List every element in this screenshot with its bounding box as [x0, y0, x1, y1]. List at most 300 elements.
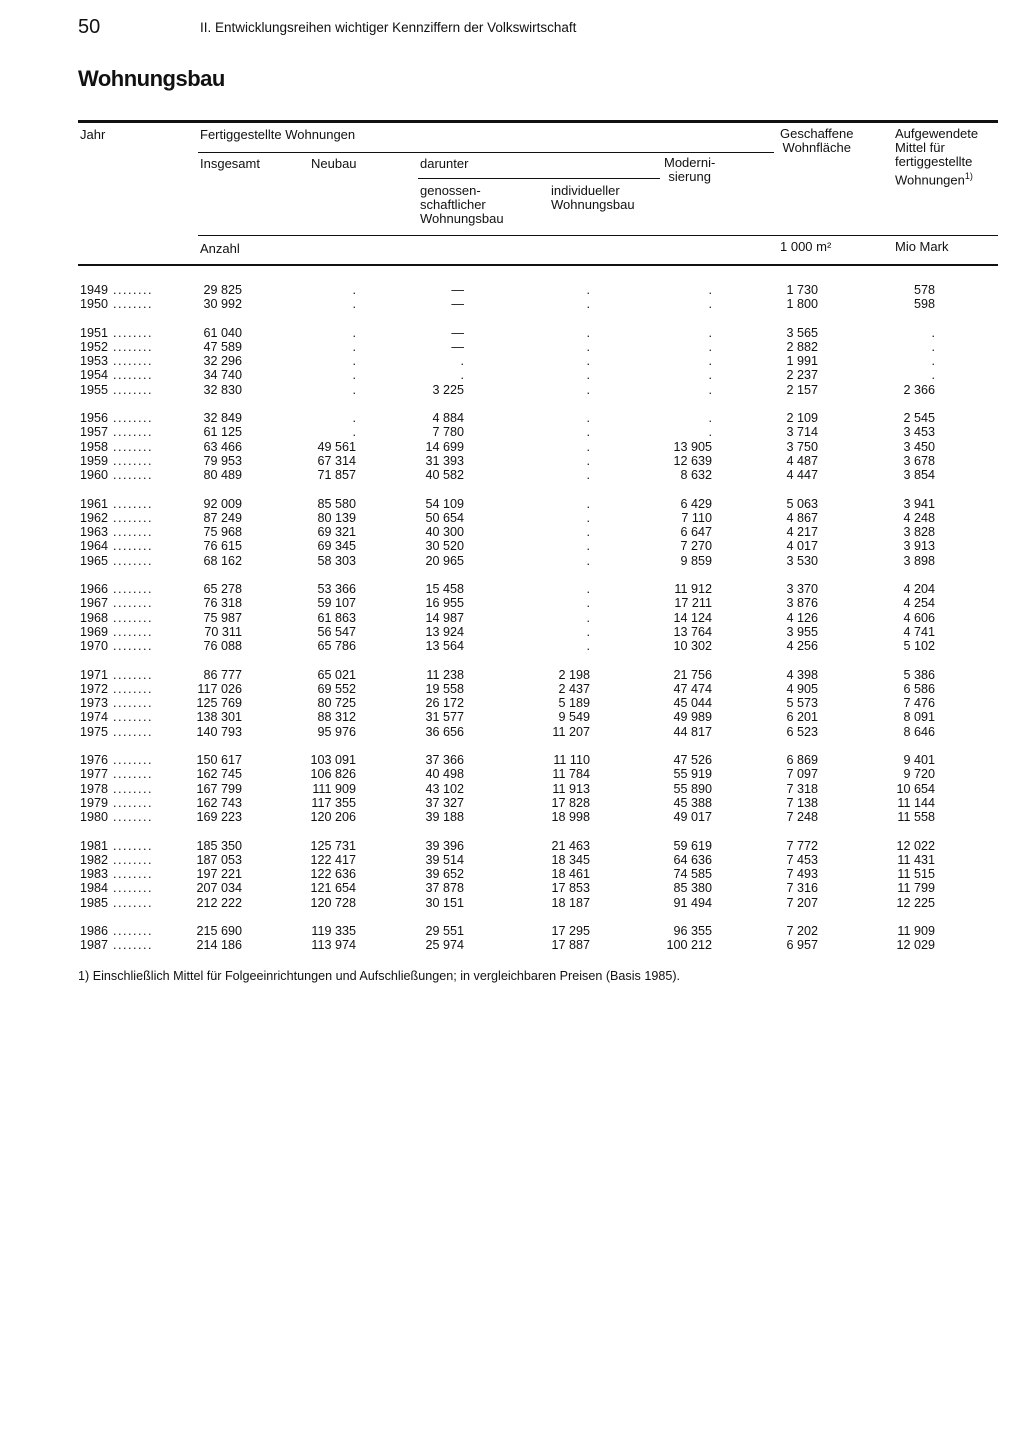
- cell-jahr: [80, 354, 153, 368]
- table-row: [0, 725, 1024, 739]
- cell-wohnflaeche: 4 398: [786, 667, 818, 682]
- page-number: 50: [78, 16, 101, 38]
- cell-genossenschaftlich: 13 564: [425, 639, 464, 654]
- cell-wohnflaeche: 4 217: [786, 525, 818, 540]
- cell-insgesamt: 32 849: [203, 411, 242, 426]
- cell-genossenschaftlich: .: [460, 368, 464, 383]
- cell-modernisierung: .: [708, 325, 712, 340]
- year-label: 1985: [80, 895, 109, 910]
- cell-neubau: .: [352, 339, 356, 354]
- cell-neubau: 121 654: [310, 881, 356, 896]
- cell-modernisierung: 17 211: [674, 596, 712, 611]
- leader-dots: ........: [108, 297, 154, 312]
- cell-jahr: [80, 468, 153, 482]
- cell-individuell: .: [586, 468, 590, 483]
- year-label: 1954: [80, 368, 109, 383]
- cell-insgesamt: 140 793: [196, 724, 242, 739]
- year-label: 1952: [80, 339, 109, 354]
- cell-neubau: 58 303: [317, 553, 356, 568]
- year-label: 1987: [80, 938, 109, 953]
- leader-dots: ........: [108, 724, 154, 739]
- cell-genossenschaftlich: 4 884: [432, 411, 464, 426]
- cell-insgesamt: 87 249: [203, 510, 242, 525]
- cell-mittel: 11 431: [897, 852, 935, 867]
- leader-dots: ........: [108, 325, 154, 340]
- cell-modernisierung: 49 989: [673, 710, 712, 725]
- cell-individuell: 21 463: [551, 838, 590, 853]
- cell-neubau: 65 786: [317, 639, 356, 654]
- cell-modernisierung: 47 474: [673, 681, 712, 696]
- year-label: 1967: [80, 596, 109, 611]
- leader-dots: ........: [108, 767, 154, 782]
- header-jahr: Jahr: [80, 127, 106, 142]
- footnote: 1) Einschließlich Mittel für Folgeeinrichtungen und Aufschließungen; in vergleichbaren Preisen (Basis 1985).: [78, 969, 681, 983]
- year-label: 1971: [80, 667, 109, 682]
- cell-mittel: .: [931, 368, 935, 383]
- cell-mittel: 4 254: [903, 596, 935, 611]
- cell-modernisierung: 45 044: [673, 696, 712, 711]
- unit-anzahl: Anzahl: [200, 241, 240, 256]
- cell-neubau: .: [352, 325, 356, 340]
- leader-dots: ........: [108, 283, 154, 297]
- leader-dots: ........: [108, 339, 154, 354]
- year-label: 1964: [80, 539, 109, 554]
- cell-modernisierung: 59 619: [673, 838, 712, 853]
- cell-genossenschaftlich: 26 172: [425, 696, 464, 711]
- cell-jahr: [80, 881, 153, 895]
- cell-mittel: 11 144: [897, 795, 935, 810]
- year-label: 1983: [80, 867, 109, 882]
- cell-genossenschaftlich: 40 300: [425, 525, 464, 540]
- leader-dots: ........: [108, 496, 154, 511]
- cell-wohnflaeche: 1 800: [786, 297, 818, 312]
- row-group: [0, 326, 1024, 397]
- cell-mittel: 5 102: [903, 639, 935, 654]
- cell-genossenschaftlich: 20 965: [425, 553, 464, 568]
- year-label: 1958: [80, 439, 109, 454]
- table-row: [0, 839, 1024, 853]
- cell-modernisierung: 12 639: [673, 453, 712, 468]
- year-label: 1986: [80, 923, 109, 938]
- table-row: [0, 867, 1024, 881]
- cell-wohnflaeche: 1 730: [786, 283, 818, 297]
- cell-mittel: 5 386: [903, 667, 935, 682]
- leader-dots: ........: [108, 539, 154, 554]
- year-label: 1956: [80, 411, 109, 426]
- cell-wohnflaeche: 7 316: [786, 881, 818, 896]
- year-label: 1976: [80, 753, 109, 768]
- cell-insgesamt: 150 617: [196, 753, 242, 768]
- table-row: [0, 696, 1024, 710]
- cell-individuell: 9 549: [558, 710, 590, 725]
- cell-genossenschaftlich: 40 582: [425, 468, 464, 483]
- cell-mittel: .: [931, 354, 935, 369]
- cell-genossenschaftlich: 3 225: [432, 382, 464, 397]
- leader-dots: ........: [108, 382, 154, 397]
- unit-flaeche: 1 000 m²: [780, 239, 832, 254]
- cell-wohnflaeche: 4 126: [786, 610, 818, 625]
- table-row: [0, 411, 1024, 425]
- leader-dots: ........: [108, 710, 154, 725]
- year-label: 1959: [80, 453, 109, 468]
- table-row: [0, 539, 1024, 553]
- cell-genossenschaftlich: 40 498: [425, 767, 464, 782]
- cell-mittel: 11 799: [897, 881, 935, 896]
- cell-wohnflaeche: 2 237: [786, 368, 818, 383]
- cell-modernisierung: 96 355: [673, 923, 712, 938]
- cell-genossenschaftlich: 37 366: [425, 753, 464, 768]
- table-row: [0, 297, 1024, 311]
- leader-dots: ........: [108, 354, 154, 369]
- cell-mittel: 3 828: [903, 525, 935, 540]
- table-row: [0, 425, 1024, 439]
- year-label: 1982: [80, 852, 109, 867]
- leader-dots: ........: [108, 368, 154, 383]
- header-rule-darunter: [418, 178, 660, 179]
- table-row: [0, 468, 1024, 482]
- cell-jahr: [80, 497, 153, 511]
- cell-neubau: 69 345: [317, 539, 356, 554]
- cell-individuell: .: [586, 283, 590, 297]
- cell-modernisierung: 55 919: [673, 767, 712, 782]
- year-label: 1957: [80, 425, 109, 440]
- header-modernisierung: Moderni- sierung: [664, 155, 716, 184]
- cell-jahr: [80, 710, 153, 724]
- cell-modernisierung: .: [708, 425, 712, 440]
- cell-wohnflaeche: 7 318: [786, 781, 818, 796]
- header-darunter: darunter: [420, 156, 469, 171]
- table-row: [0, 368, 1024, 382]
- year-label: 1984: [80, 881, 109, 896]
- cell-jahr: [80, 668, 153, 682]
- cell-modernisierung: 9 859: [680, 553, 712, 568]
- cell-jahr: [80, 796, 153, 810]
- cell-individuell: 17 828: [551, 795, 590, 810]
- cell-individuell: .: [586, 439, 590, 454]
- cell-individuell: 17 887: [551, 938, 590, 953]
- cell-genossenschaftlich: .: [460, 354, 464, 369]
- table-row: [0, 440, 1024, 454]
- cell-individuell: .: [586, 368, 590, 383]
- cell-insgesamt: 75 968: [203, 525, 242, 540]
- header-insgesamt: Insgesamt: [200, 156, 260, 171]
- cell-individuell: 2 198: [558, 667, 590, 682]
- table-row: [0, 881, 1024, 895]
- cell-neubau: .: [352, 297, 356, 312]
- leader-dots: ........: [108, 553, 154, 568]
- cell-individuell: .: [586, 325, 590, 340]
- cell-jahr: [80, 767, 153, 781]
- cell-individuell: 18 998: [551, 810, 590, 825]
- leader-dots: ........: [108, 753, 154, 768]
- page-title: Wohnungsbau: [78, 66, 225, 91]
- leader-dots: ........: [108, 923, 154, 938]
- cell-insgesamt: 215 690: [196, 923, 242, 938]
- cell-neubau: 80 725: [317, 696, 356, 711]
- cell-insgesamt: 61 040: [203, 325, 242, 340]
- cell-individuell: .: [586, 525, 590, 540]
- cell-neubau: 65 021: [317, 667, 356, 682]
- table-row: [0, 710, 1024, 724]
- table-row: [0, 896, 1024, 910]
- cell-insgesamt: 63 466: [203, 439, 242, 454]
- table-row: [0, 639, 1024, 653]
- cell-insgesamt: 214 186: [196, 938, 242, 953]
- cell-wohnflaeche: 4 867: [786, 510, 818, 525]
- cell-insgesamt: 117 026: [197, 681, 242, 696]
- cell-jahr: [80, 283, 153, 297]
- cell-mittel: 3 898: [903, 553, 935, 568]
- leader-dots: ........: [108, 510, 154, 525]
- year-label: 1979: [80, 795, 109, 810]
- cell-neubau: 71 857: [317, 468, 356, 483]
- cell-modernisierung: 13 764: [673, 624, 712, 639]
- leader-dots: ........: [108, 667, 154, 682]
- cell-jahr: [80, 440, 153, 454]
- cell-insgesamt: 167 799: [196, 781, 242, 796]
- cell-wohnflaeche: 5 573: [786, 696, 818, 711]
- cell-mittel: .: [931, 325, 935, 340]
- cell-neubau: .: [352, 354, 356, 369]
- table-row: [0, 582, 1024, 596]
- cell-neubau: .: [352, 425, 356, 440]
- cell-individuell: 2 437: [558, 681, 590, 696]
- cell-genossenschaftlich: 13 924: [425, 624, 464, 639]
- cell-modernisierung: .: [708, 368, 712, 383]
- cell-wohnflaeche: 2 109: [786, 411, 818, 426]
- cell-individuell: .: [586, 553, 590, 568]
- cell-modernisierung: .: [708, 382, 712, 397]
- cell-insgesamt: 34 740: [203, 368, 242, 383]
- cell-individuell: 18 345: [551, 852, 590, 867]
- cell-jahr: [80, 853, 153, 867]
- cell-mittel: 3 678: [903, 453, 935, 468]
- year-label: 1973: [80, 696, 109, 711]
- cell-mittel: 3 450: [903, 439, 935, 454]
- data-table-body: [0, 283, 1024, 967]
- running-head: II. Entwicklungsreihen wichtiger Kennziffern der Volkswirtschaft: [200, 20, 577, 35]
- cell-insgesamt: 32 296: [203, 354, 242, 369]
- cell-neubau: 85 580: [317, 496, 356, 511]
- cell-wohnflaeche: 3 955: [786, 624, 818, 639]
- row-group: [0, 411, 1024, 482]
- cell-genossenschaftlich: —: [451, 283, 464, 297]
- leader-dots: ........: [108, 411, 154, 426]
- row-group: [0, 924, 1024, 953]
- table-row: [0, 668, 1024, 682]
- cell-jahr: [80, 525, 153, 539]
- cell-individuell: .: [586, 610, 590, 625]
- cell-wohnflaeche: 2 157: [786, 382, 818, 397]
- cell-individuell: .: [586, 496, 590, 511]
- cell-modernisierung: 7 110: [681, 510, 712, 525]
- leader-dots: ........: [108, 453, 154, 468]
- cell-jahr: [80, 639, 153, 653]
- cell-individuell: .: [586, 425, 590, 440]
- cell-modernisierung: .: [708, 354, 712, 369]
- cell-individuell: 11 207: [552, 724, 590, 739]
- cell-mittel: 4 606: [903, 610, 935, 625]
- year-label: 1972: [80, 681, 109, 696]
- cell-mittel: 578: [913, 283, 935, 297]
- cell-modernisierung: 13 905: [673, 439, 712, 454]
- leader-dots: ........: [108, 582, 154, 597]
- cell-jahr: [80, 696, 153, 710]
- cell-individuell: .: [586, 596, 590, 611]
- row-group: [0, 839, 1024, 910]
- cell-insgesamt: 162 745: [196, 767, 242, 782]
- cell-genossenschaftlich: 37 327: [425, 795, 464, 810]
- table-row: [0, 924, 1024, 938]
- year-label: 1961: [80, 496, 109, 511]
- cell-genossenschaftlich: 14 987: [425, 610, 464, 625]
- cell-individuell: .: [586, 411, 590, 426]
- cell-modernisierung: .: [708, 339, 712, 354]
- cell-neubau: 125 731: [310, 838, 356, 853]
- header-mittel: [895, 127, 978, 187]
- cell-wohnflaeche: 3 750: [786, 439, 818, 454]
- leader-dots: ........: [108, 938, 154, 953]
- cell-wohnflaeche: 3 565: [786, 325, 818, 340]
- year-label: 1962: [80, 510, 109, 525]
- cell-neubau: 122 636: [310, 867, 356, 882]
- cell-jahr: [80, 753, 153, 767]
- cell-insgesamt: 169 223: [196, 810, 242, 825]
- unit-rule: [198, 235, 998, 236]
- cell-genossenschaftlich: 25 974: [425, 938, 464, 953]
- cell-mittel: 8 091: [903, 710, 935, 725]
- leader-dots: ........: [108, 425, 154, 440]
- cell-neubau: 119 335: [311, 923, 356, 938]
- cell-genossenschaftlich: 30 520: [425, 539, 464, 554]
- header-individuell: individueller Wohnungsbau: [551, 183, 635, 212]
- year-label: 1978: [80, 781, 109, 796]
- cell-jahr: [80, 383, 153, 397]
- table-row: [0, 340, 1024, 354]
- year-label: 1975: [80, 724, 109, 739]
- cell-wohnflaeche: 4 487: [786, 453, 818, 468]
- year-label: 1949: [80, 283, 109, 297]
- cell-individuell: 11 110: [553, 753, 590, 768]
- table-row: [0, 810, 1024, 824]
- cell-wohnflaeche: 4 017: [786, 539, 818, 554]
- cell-insgesamt: 68 162: [203, 553, 242, 568]
- leader-dots: ........: [108, 781, 154, 796]
- cell-insgesamt: 29 825: [203, 283, 242, 297]
- year-label: 1966: [80, 582, 109, 597]
- cell-mittel: 2 366: [903, 382, 935, 397]
- cell-mittel: 3 453: [903, 425, 935, 440]
- leader-dots: ........: [108, 795, 154, 810]
- cell-individuell: .: [586, 339, 590, 354]
- cell-jahr: [80, 511, 153, 525]
- cell-neubau: 106 826: [310, 767, 356, 782]
- cell-neubau: 69 321: [317, 525, 356, 540]
- cell-modernisierung: 11 912: [674, 582, 712, 597]
- cell-jahr: [80, 297, 153, 311]
- cell-modernisierung: 6 647: [680, 525, 712, 540]
- cell-jahr: [80, 368, 153, 382]
- cell-genossenschaftlich: 16 955: [425, 596, 464, 611]
- cell-mittel: 4 248: [903, 510, 935, 525]
- year-label: 1953: [80, 354, 109, 369]
- cell-wohnflaeche: 7 138: [786, 795, 818, 810]
- cell-neubau: 111 909: [312, 781, 356, 796]
- cell-individuell: .: [586, 510, 590, 525]
- table-row: [0, 283, 1024, 297]
- row-group: [0, 497, 1024, 568]
- cell-insgesamt: 30 992: [203, 297, 242, 312]
- cell-modernisierung: 49 017: [673, 810, 712, 825]
- cell-neubau: 120 728: [310, 895, 356, 910]
- header-fertiggestellte: Fertiggestellte Wohnungen: [200, 127, 356, 142]
- cell-mittel: 3 941: [903, 496, 935, 511]
- cell-mittel: 3 913: [903, 539, 935, 554]
- cell-mittel: 12 029: [896, 938, 935, 953]
- cell-wohnflaeche: 4 905: [786, 681, 818, 696]
- cell-modernisierung: 100 212: [666, 938, 712, 953]
- cell-jahr: [80, 539, 153, 553]
- cell-individuell: .: [586, 639, 590, 654]
- cell-wohnflaeche: 7 772: [786, 838, 818, 853]
- header-genossenschaftlich: genossen- schaftlicher Wohnungsbau: [420, 183, 504, 226]
- cell-insgesamt: 162 743: [196, 795, 242, 810]
- cell-neubau: 49 561: [317, 439, 356, 454]
- table-row: [0, 554, 1024, 568]
- cell-genossenschaftlich: 29 551: [425, 923, 464, 938]
- cell-neubau: .: [352, 382, 356, 397]
- cell-neubau: 88 312: [317, 710, 356, 725]
- cell-neubau: 67 314: [317, 453, 356, 468]
- unit-mio-mark: Mio Mark: [895, 239, 949, 254]
- year-label: 1951: [80, 325, 109, 340]
- cell-modernisierung: 55 890: [673, 781, 712, 796]
- cell-wohnflaeche: 4 256: [786, 639, 818, 654]
- table-row: [0, 682, 1024, 696]
- year-label: 1960: [80, 468, 109, 483]
- year-label: 1969: [80, 624, 109, 639]
- cell-genossenschaftlich: 39 652: [425, 867, 464, 882]
- leader-dots: ........: [108, 881, 154, 896]
- cell-mittel: 2 545: [903, 411, 935, 426]
- leader-dots: ........: [108, 852, 154, 867]
- year-label: 1955: [80, 382, 109, 397]
- cell-wohnflaeche: 5 063: [786, 496, 818, 511]
- cell-mittel: 3 854: [903, 468, 935, 483]
- header-mittel-footnote-mark: 1): [964, 171, 973, 181]
- cell-wohnflaeche: 3 876: [786, 596, 818, 611]
- cell-genossenschaftlich: 50 654: [425, 510, 464, 525]
- cell-individuell: .: [586, 582, 590, 597]
- cell-mittel: 11 909: [897, 923, 935, 938]
- cell-wohnflaeche: 3 530: [786, 553, 818, 568]
- year-label: 1980: [80, 810, 109, 825]
- cell-genossenschaftlich: 39 514: [425, 852, 464, 867]
- cell-mittel: .: [931, 339, 935, 354]
- cell-individuell: .: [586, 453, 590, 468]
- cell-jahr: [80, 454, 153, 468]
- year-label: 1965: [80, 553, 109, 568]
- year-label: 1970: [80, 639, 109, 654]
- cell-genossenschaftlich: 7 780: [432, 425, 464, 440]
- leader-dots: ........: [108, 867, 154, 882]
- cell-neubau: 117 355: [311, 795, 356, 810]
- cell-jahr: [80, 411, 153, 425]
- leader-dots: ........: [108, 639, 154, 654]
- cell-modernisierung: 91 494: [673, 895, 712, 910]
- cell-modernisierung: 85 380: [673, 881, 712, 896]
- cell-individuell: 17 295: [551, 923, 590, 938]
